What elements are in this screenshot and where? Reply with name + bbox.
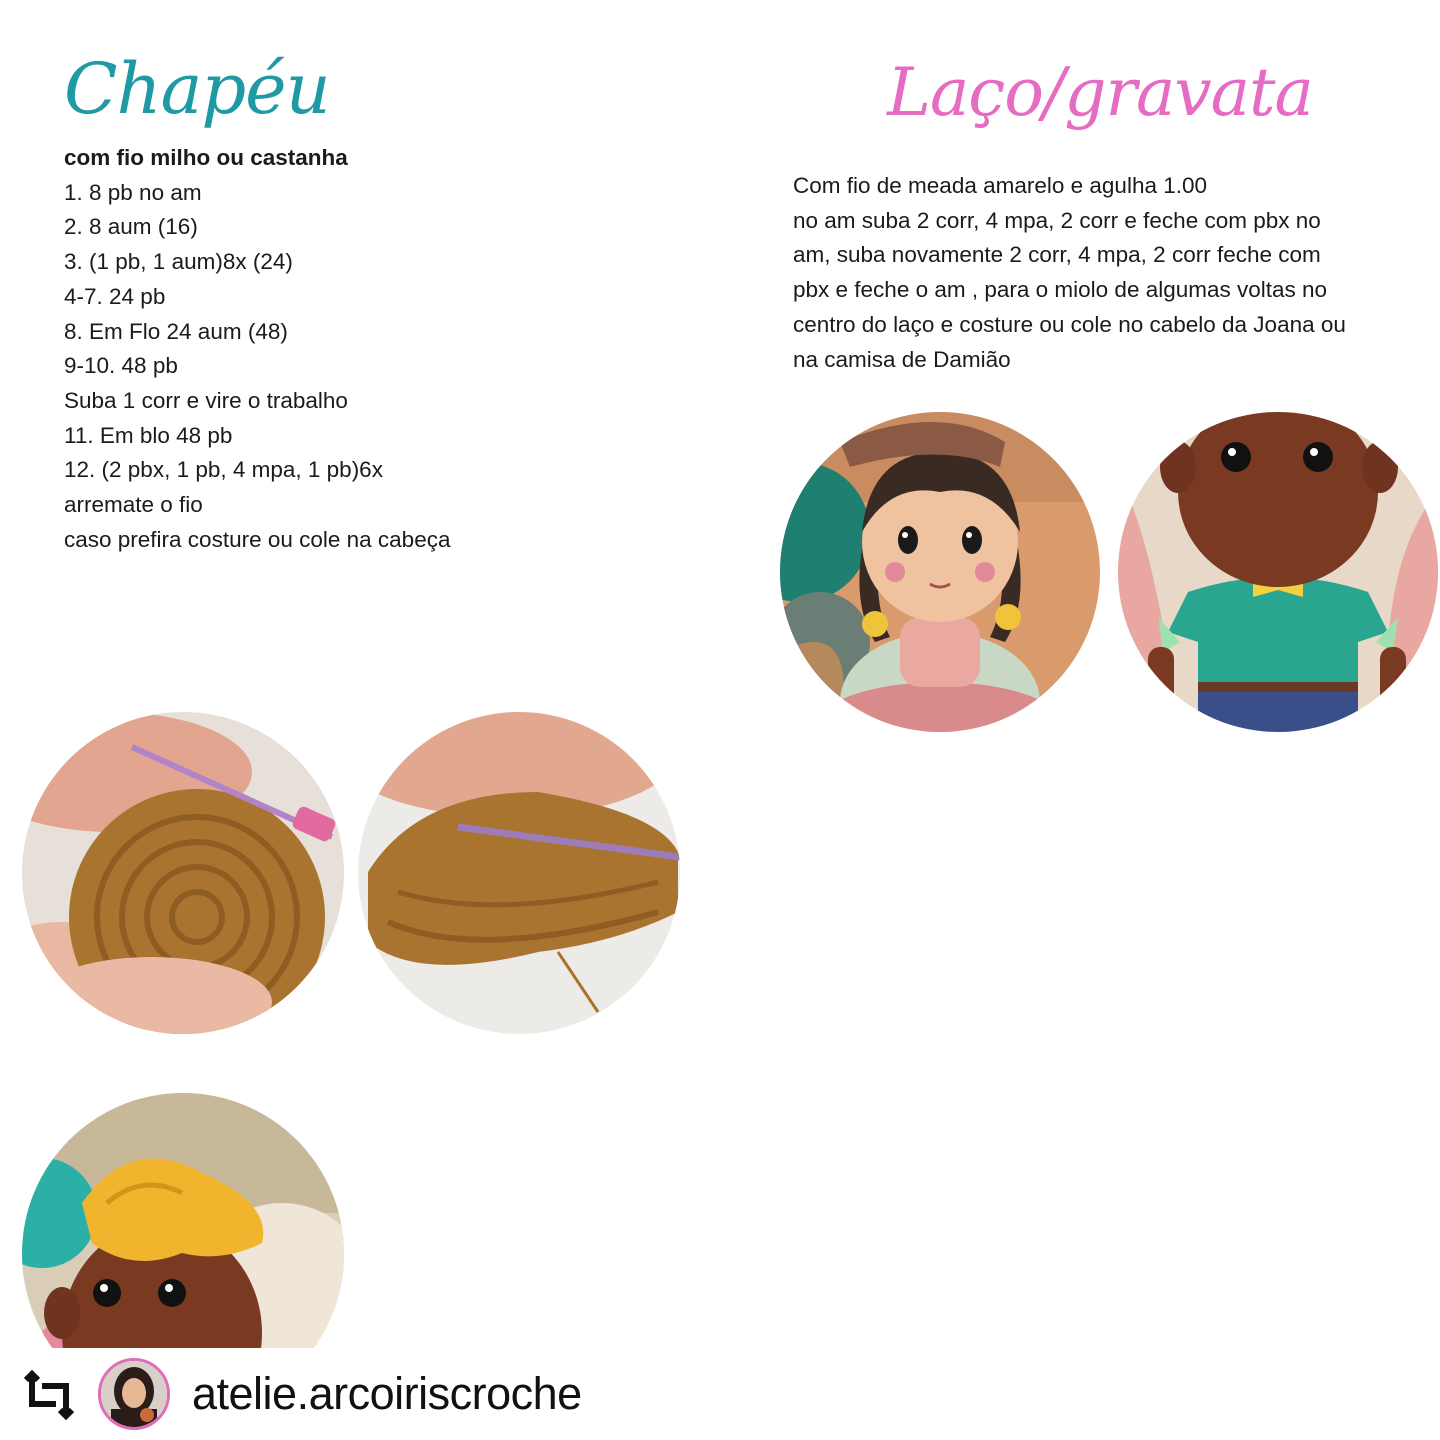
avatar[interactable] [98,1358,170,1430]
doll-boy-photo-icon [1118,412,1438,732]
repost-icon[interactable] [20,1370,78,1420]
bow-line: na camisa de Damião [793,346,1011,372]
bow-line: no am suba 2 corr, 4 mpa, 2 corr e feche com pbx no [793,207,1321,233]
hat-step: 8. Em Flo 24 aum (48) [64,318,288,344]
hat-section-title: Chapéu [64,48,330,130]
bow-instructions [793,169,1423,377]
bow-section-title: Laço/gravata [887,54,1313,131]
hat-step: caso prefira costure ou cole na cabeça [64,526,451,552]
hat-step: Suba 1 corr e vire o trabalho [64,387,348,413]
hat-step: 2. 8 aum (16) [64,214,198,240]
username[interactable]: atelie.arcoiriscroche [192,1368,582,1419]
hat-yarn-note: com fio milho ou castanha [64,145,348,170]
hat-step: 12. (2 pbx, 1 pb, 4 mpa, 1 pb)6x [64,457,383,483]
repost-footer [0,1348,1440,1440]
hat-step: 4-7. 24 pb [64,283,166,309]
hat-step: 3. (1 pb, 1 aum)8x (24) [64,249,293,275]
crochet-circle-photo-icon [22,712,344,1034]
bow-line: centro do laço e costure ou cole no cabelo da Joana ou [793,311,1346,337]
hat-step: 1. 8 pb no am [64,179,202,205]
bow-line: pbx e feche o am , para o miolo de algumas voltas no [793,277,1328,303]
bow-line: am, suba novamente 2 corr, 4 mpa, 2 corr feche com [793,242,1321,268]
hat-instructions [64,141,450,557]
crochet-brim-photo-icon [358,712,680,1034]
doll-girl-photo-icon [780,412,1100,732]
hat-step: 9-10. 48 pb [64,353,178,379]
hat-step: arremate o fio [64,492,203,518]
hat-step: 11. Em blo 48 pb [64,422,233,448]
bow-line: Com fio de meada amarelo e agulha 1.00 [793,173,1208,198]
